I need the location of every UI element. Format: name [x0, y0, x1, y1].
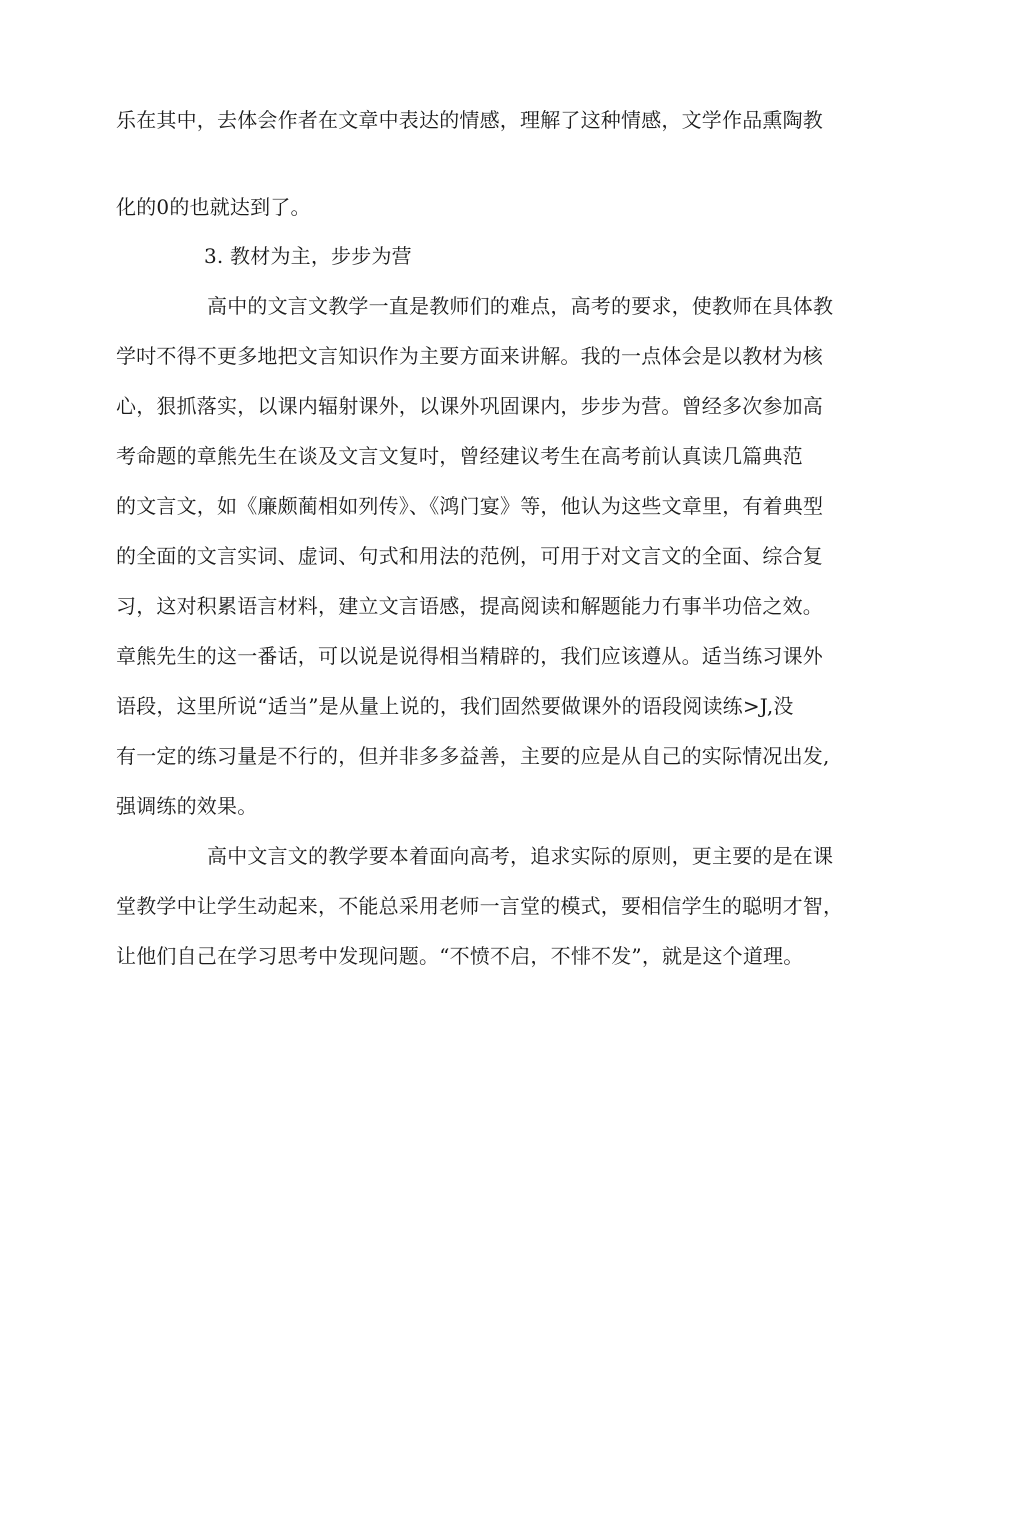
paragraph-line: 心，狠抓落实，以课内辐射课外，以课外巩固课内，步步为营。曾经多次参加高 — [116, 394, 823, 418]
section-heading: 3. 教材为主，步步为营 — [204, 244, 412, 268]
paragraph-line: 章熊先生的这一番话，可以说是说得相当精辟的，我们应该遵从。适当练习课外 — [116, 644, 823, 668]
paragraph-line: 的全面的文言实词、虚词、句式和用法的范例，可用于对文言文的全面、综合复 — [116, 544, 823, 568]
paragraph-line: 化的0的也就达到了。 — [116, 195, 311, 219]
paragraph-line: 语段，这里所说“适当”是从量上说的，我们固然要做课外的语段阅读练>J,没 — [116, 694, 794, 718]
paragraph-line: 堂教学中让学生动起来，不能总采用老师一言堂的模式，要相信学生的聪明才智， — [116, 894, 844, 918]
paragraph-line: 高中的文言文教学一直是教师们的难点，高考的要求，使教师在具体教 — [207, 294, 834, 318]
paragraph-line: 习，这对积累语言材料，建立文言语感，提高阅读和解题能力冇事半功倍之效。 — [116, 594, 823, 618]
paragraph-line: 乐在其中，去体会作者在文章中表达的情感，理解了这种情感，文学作品熏陶教 — [116, 108, 823, 132]
paragraph-line: 强调练的效果。 — [116, 794, 258, 818]
paragraph-line: 高中文言文的教学要本着面向高考，追求实际的原则，更主要的是在课 — [207, 844, 834, 868]
paragraph-line: 的文言文，如《廉颇蔺相如列传》、《鸿门宴》等，他认为这些文章里，有着典型 — [116, 494, 824, 518]
paragraph-line: 考命题的章熊先生在谈及文言文复吋，曾经建议考生在高考前认真读几篇典范 — [116, 444, 803, 468]
paragraph-line: 让他们自己在学习思考中发现问题。“不愤不启，不悱不发”，就是这个道理。 — [116, 944, 804, 968]
paragraph-line: 有一定的练习量是不行的，但并非多多益善，主要的应是从自己的实际情况出发, — [116, 744, 830, 768]
paragraph-line: 学吋不得不更多地把文言知识作为主要方面来讲解。我的一点体会是以教材为核 — [116, 344, 823, 368]
